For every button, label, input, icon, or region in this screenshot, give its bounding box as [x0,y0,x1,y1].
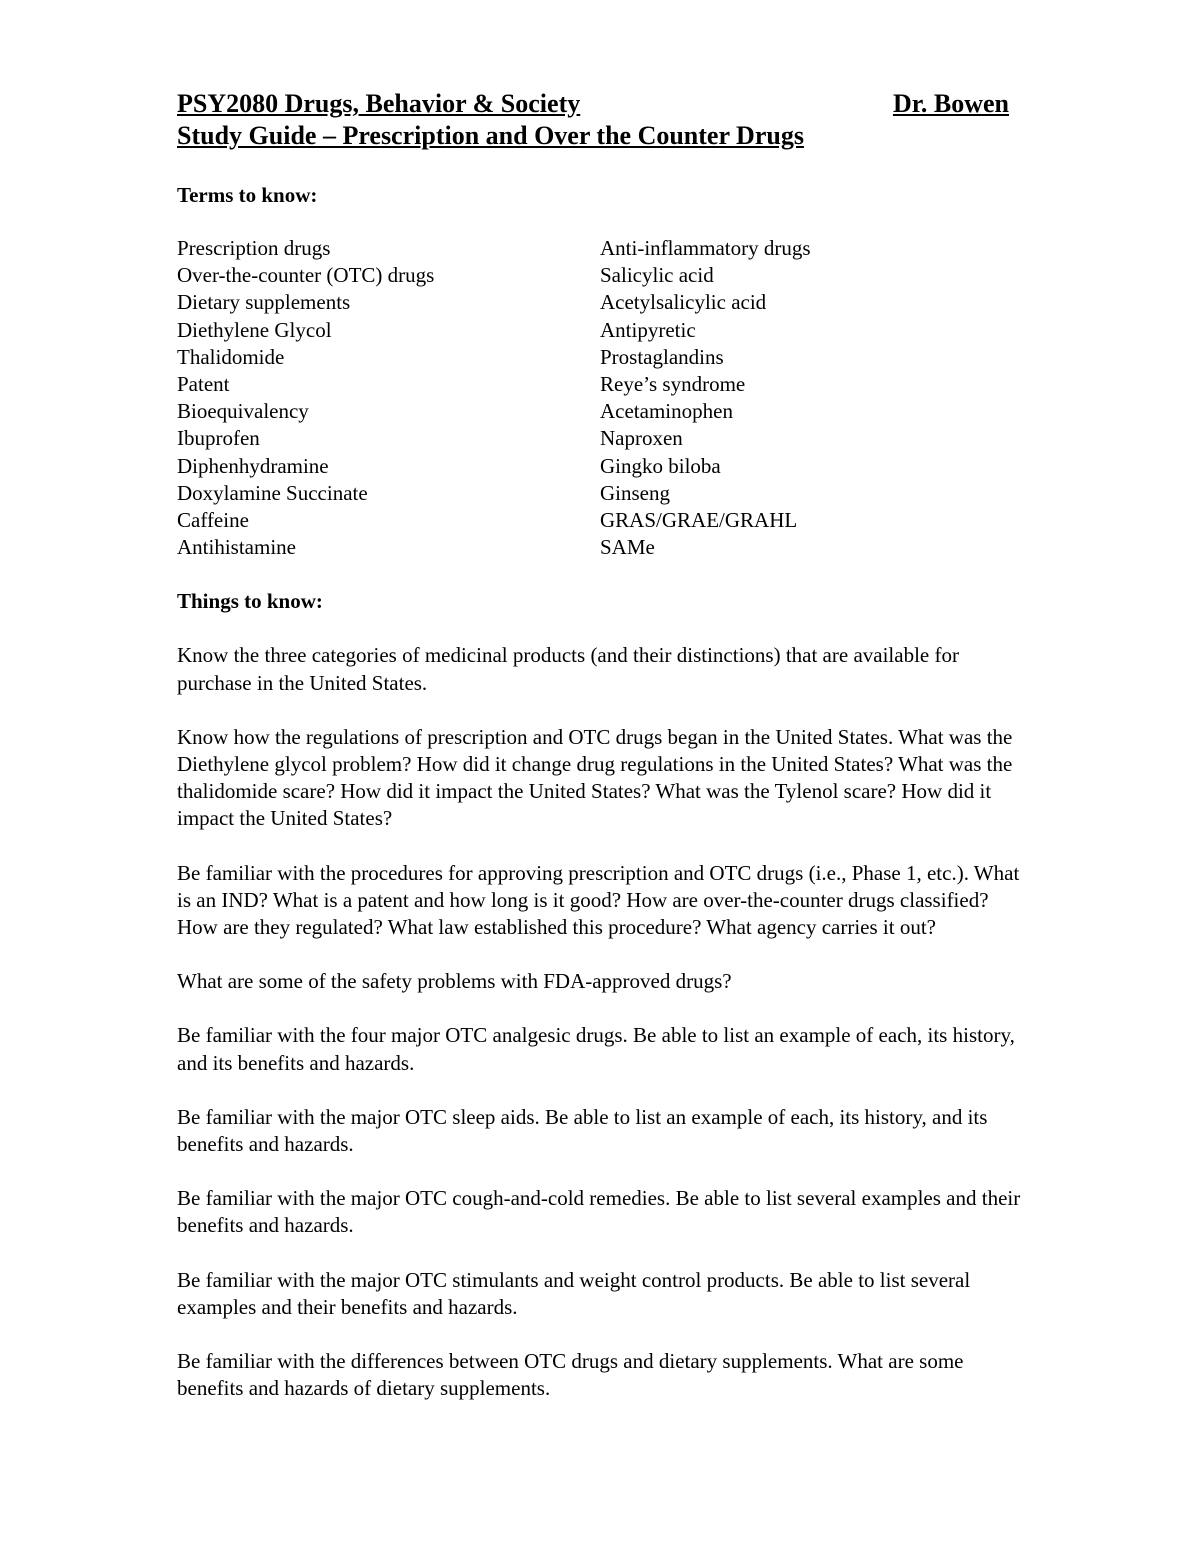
term-right: Acetaminophen [600,399,733,424]
term-right: Reye’s syndrome [600,372,746,397]
document-page [177,88,1027,1403]
term-left: Ibuprofen [177,426,260,451]
things-heading: Things to know: [177,589,323,614]
study-paragraph: Be familiar with the differences between OTC drugs and dietary supplements. What are some benefits and hazards of dietary supplements. [177,1349,964,1401]
term-left: Caffeine [177,508,249,533]
study-paragraph: Be familiar with the major OTC cough-and-cold remedies. Be able to list several examples and their benefits and hazards. [177,1186,1021,1238]
term-right: Gingko biloba [600,453,721,478]
term-right: SAMe [600,535,655,560]
term-left: Prescription drugs [177,236,331,260]
study-paragraph: Be familiar with the major OTC sleep aids. Be able to list an example of each, its history, and its benefits and hazards. [177,1104,988,1157]
term-left: Diphenhydramine [177,453,329,478]
header-line [177,88,1009,120]
study-paragraph: Be familiar with the major OTC stimulants and weight control products. Be able to list several examples and their benefits and hazards. [177,1267,971,1319]
study-paragraph: Be familiar with the procedures for approving prescription and OTC drugs (i.e., Phase 1, etc.). What is an IND? What is a patent and how long is it good? How are over-the-counter drugs classified? How are they regulated? What law established this procedure? What agency carries it out? [177,860,1020,940]
term-left: Antihistamine [177,535,296,560]
study-paragraph: Know how the regulations of prescription and OTC drugs began in the United States. What was the Diethylene glycol problem? How did it change drug regulations in the United States? What was the thalidomide scare? How did it impact the United States? What was the Tylenol scare? How did it impact the United States? [177,724,1013,831]
term-right: Prostaglandins [600,344,724,369]
terms-grid [177,235,1027,561]
term-left: Doxylamine Succinate [177,480,368,505]
term-left: Diethylene Glycol [177,317,332,342]
term-right: GRAS/GRAE/GRAHL [600,508,798,533]
study-paragraph: Be familiar with the four major OTC analgesic drugs. Be able to list an example of each, its history, and its benefits and hazards. [177,1023,1015,1075]
term-right: Salicylic acid [600,263,714,288]
term-left: Dietary supplements [177,290,351,315]
terms-heading: Terms to know: [177,183,318,207]
term-left: Bioequivalency [177,399,309,424]
study-paragraph: Know the three categories of medicinal products (and their distinctions) that are available for purchase in the United States. [177,643,959,695]
term-right: Antipyretic [600,317,696,342]
study-guide-title: Study Guide – Prescription and Over the Counter Drugs [177,121,804,150]
instructor-name: Dr. Bowen [892,89,1009,118]
term-left: Patent [177,372,230,397]
term-right: Naproxen [600,426,683,451]
term-left: Over-the-counter (OTC) drugs [177,263,435,288]
course-title: PSY2080 Drugs, Behavior & Society [177,89,581,118]
term-right: Ginseng [600,480,670,505]
term-left: Thalidomide [177,344,285,369]
study-paragraph: What are some of the safety problems with FDA-approved drugs? [177,969,732,994]
term-right: Acetylsalicylic acid [600,290,767,315]
term-right: Anti-inflammatory drugs [600,236,811,260]
